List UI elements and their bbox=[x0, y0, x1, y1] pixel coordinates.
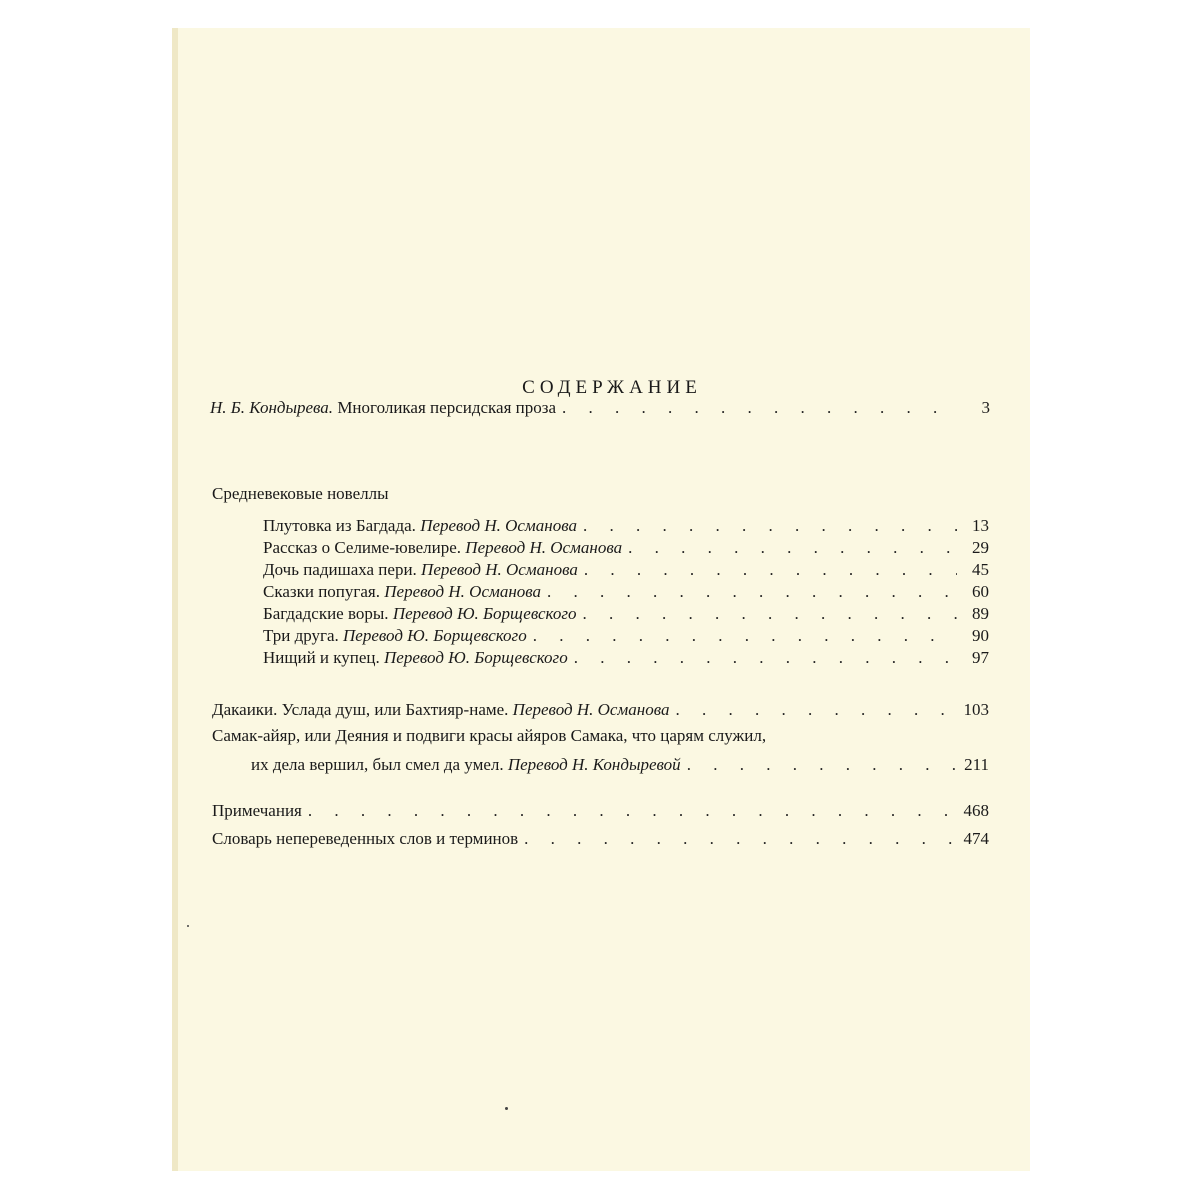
samak-page: 211 bbox=[964, 755, 989, 774]
story-translator: Перевод Н. Османова bbox=[465, 538, 623, 557]
story-page: 29 bbox=[972, 538, 989, 557]
story-title: Три друга. bbox=[263, 626, 339, 645]
book-page bbox=[172, 28, 1030, 1171]
story-translator: Перевод Н. Османова bbox=[420, 516, 577, 535]
toc-entry-story bbox=[263, 603, 989, 625]
glossary-title: Словарь непереведенных слов и терминов bbox=[212, 829, 519, 848]
story-translator: Перевод Ю. Борщевского bbox=[392, 604, 577, 623]
leader-dots bbox=[582, 603, 957, 625]
toc-entry-story bbox=[263, 625, 989, 647]
story-page: 90 bbox=[972, 626, 989, 645]
story-title: Дочь падишаха пери. bbox=[263, 560, 417, 579]
samak-title-line2: их дела вершил, был смел да умел. bbox=[251, 755, 504, 774]
leader-dots bbox=[524, 828, 957, 850]
page-title: СОДЕРЖАНИЕ bbox=[522, 377, 702, 398]
leader-dots bbox=[583, 515, 957, 537]
toc-entry-glossary bbox=[212, 828, 989, 850]
section-title: Средневековые новеллы bbox=[212, 484, 389, 503]
leader-dots bbox=[308, 800, 957, 822]
toc-entry-intro bbox=[210, 397, 990, 419]
intro-title: Многоликая персидская проза bbox=[337, 398, 557, 417]
leader-dots bbox=[687, 754, 957, 776]
story-title: Плутовка из Багдада. bbox=[263, 516, 416, 535]
story-translator: Перевод Н. Османова bbox=[421, 560, 578, 579]
leader-dots bbox=[562, 397, 958, 419]
leader-dots bbox=[547, 581, 957, 603]
dakaiki-translator: Перевод Н. Османова bbox=[512, 700, 670, 719]
dakaiki-page: 103 bbox=[963, 700, 989, 719]
samak-title-line1: Самак-айяр, или Деяния и подвиги красы айяров Самака, что царям служил, bbox=[212, 726, 767, 745]
story-translator: Перевод Ю. Борщевского bbox=[343, 626, 527, 645]
leader-dots bbox=[584, 559, 957, 581]
glossary-page: 474 bbox=[963, 829, 989, 848]
toc-entry-story bbox=[263, 581, 989, 603]
story-page: 89 bbox=[972, 604, 989, 623]
leader-dots bbox=[574, 647, 957, 669]
page-edge bbox=[172, 28, 178, 1171]
story-page: 13 bbox=[972, 516, 989, 535]
story-title: Сказки попугая. bbox=[263, 582, 380, 601]
story-title: Багдадские воры. bbox=[263, 604, 389, 623]
dakaiki-title: Дакаики. Услада душ, или Бахтияр-наме. bbox=[212, 700, 509, 719]
intro-author: Н. Б. Кондырева. bbox=[210, 398, 334, 417]
notes-page: 468 bbox=[963, 801, 989, 820]
story-title: Нищий и купец. bbox=[263, 648, 380, 667]
story-title: Рассказ о Селиме-ювелире. bbox=[263, 538, 462, 557]
toc-entry-story bbox=[263, 647, 989, 669]
toc-entry-story bbox=[263, 559, 989, 581]
intro-page: 3 bbox=[981, 398, 990, 417]
toc-entry-samak bbox=[251, 754, 989, 776]
toc-entry-dakaiki bbox=[212, 699, 989, 721]
toc-entry-story bbox=[263, 537, 989, 559]
story-translator: Перевод Ю. Борщевского bbox=[384, 648, 568, 667]
story-page: 60 bbox=[972, 582, 989, 601]
print-speck bbox=[187, 925, 189, 927]
story-translator: Перевод Н. Османова bbox=[384, 582, 542, 601]
leader-dots bbox=[675, 699, 957, 721]
print-speck bbox=[505, 1107, 508, 1110]
toc-entry-notes bbox=[212, 800, 989, 822]
story-page: 45 bbox=[972, 560, 989, 579]
toc-entry-story bbox=[263, 515, 989, 537]
leader-dots bbox=[628, 537, 957, 559]
samak-translator: Перевод Н. Кондыревой bbox=[507, 755, 681, 774]
leader-dots bbox=[533, 625, 957, 647]
story-page: 97 bbox=[972, 648, 989, 667]
notes-title: Примечания bbox=[212, 801, 302, 820]
